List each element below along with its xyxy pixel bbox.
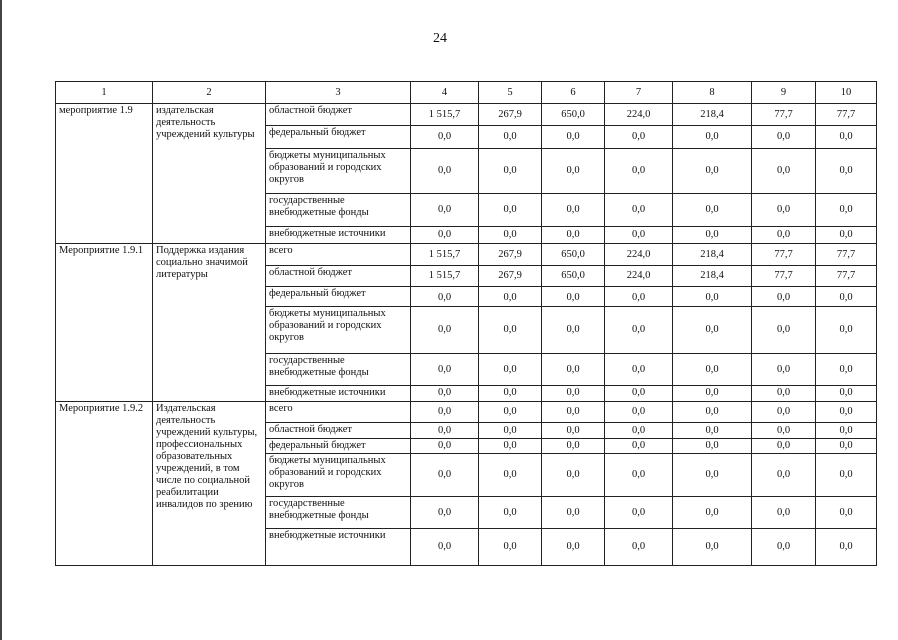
header-cell: 3 [266, 82, 411, 104]
event-description: Поддержка издания социально значимой литературы [153, 244, 266, 402]
amount-cell: 0,0 [673, 126, 752, 149]
amount-cell: 0,0 [479, 126, 542, 149]
amount-cell: 0,0 [605, 354, 673, 386]
funding-source: всего [266, 402, 411, 423]
amount-cell: 0,0 [479, 402, 542, 423]
amount-cell: 224,0 [605, 244, 673, 266]
amount-cell: 218,4 [673, 266, 752, 287]
amount-cell: 0,0 [411, 439, 479, 454]
amount-cell: 0,0 [752, 529, 816, 566]
amount-cell: 218,4 [673, 104, 752, 126]
funding-source: федеральный бюджет [266, 287, 411, 307]
funding-source: бюджеты муниципальных образований и городских округов [266, 149, 411, 194]
amount-cell: 224,0 [605, 266, 673, 287]
amount-cell: 0,0 [479, 149, 542, 194]
header-cell: 9 [752, 82, 816, 104]
amount-cell: 0,0 [752, 354, 816, 386]
amount-cell: 0,0 [605, 423, 673, 439]
amount-cell: 77,7 [816, 104, 877, 126]
funding-source: областной бюджет [266, 266, 411, 287]
table-row [56, 104, 877, 126]
amount-cell: 0,0 [411, 149, 479, 194]
amount-cell: 0,0 [479, 423, 542, 439]
funding-source: государственные внебюджетные фонды [266, 497, 411, 529]
amount-cell: 224,0 [605, 104, 673, 126]
amount-cell: 0,0 [542, 227, 605, 244]
amount-cell: 0,0 [673, 529, 752, 566]
amount-cell: 0,0 [673, 287, 752, 307]
table-row [56, 402, 877, 423]
amount-cell: 0,0 [816, 423, 877, 439]
amount-cell: 218,4 [673, 244, 752, 266]
amount-cell: 0,0 [816, 194, 877, 227]
amount-cell: 0,0 [673, 307, 752, 354]
funding-source: внебюджетные источники [266, 227, 411, 244]
header-row [56, 82, 877, 104]
amount-cell: 0,0 [411, 423, 479, 439]
amount-cell: 0,0 [752, 439, 816, 454]
amount-cell: 0,0 [752, 194, 816, 227]
header-cell: 4 [411, 82, 479, 104]
amount-cell: 0,0 [673, 454, 752, 497]
event-name: Мероприятие 1.9.1 [56, 244, 153, 402]
amount-cell: 0,0 [411, 227, 479, 244]
amount-cell: 0,0 [752, 454, 816, 497]
amount-cell: 0,0 [479, 454, 542, 497]
amount-cell: 0,0 [542, 529, 605, 566]
amount-cell: 0,0 [411, 497, 479, 529]
amount-cell: 0,0 [816, 287, 877, 307]
amount-cell: 0,0 [605, 402, 673, 423]
header-cell: 7 [605, 82, 673, 104]
amount-cell: 0,0 [542, 497, 605, 529]
amount-cell: 0,0 [411, 194, 479, 227]
table-body [56, 104, 877, 566]
header-cell: 8 [673, 82, 752, 104]
amount-cell: 0,0 [411, 529, 479, 566]
header-cell: 6 [542, 82, 605, 104]
header-cell: 1 [56, 82, 153, 104]
amount-cell: 0,0 [479, 287, 542, 307]
amount-cell: 0,0 [411, 307, 479, 354]
scan-edge-line [0, 0, 2, 640]
amount-cell: 0,0 [479, 307, 542, 354]
amount-cell: 0,0 [605, 194, 673, 227]
page-number: 24 [433, 31, 447, 46]
amount-cell: 0,0 [542, 423, 605, 439]
funding-source: бюджеты муниципальных образований и городских округов [266, 454, 411, 497]
amount-cell: 0,0 [479, 439, 542, 454]
funding-source: областной бюджет [266, 423, 411, 439]
amount-cell: 0,0 [479, 529, 542, 566]
amount-cell: 77,7 [752, 104, 816, 126]
amount-cell: 0,0 [816, 529, 877, 566]
amount-cell: 0,0 [411, 454, 479, 497]
amount-cell: 77,7 [752, 244, 816, 266]
amount-cell: 0,0 [605, 497, 673, 529]
amount-cell: 0,0 [605, 454, 673, 497]
event-description: Издательская деятельность учреждений культуры, профессиональных образовательных учреждений, в том числе по социальной реабилитации инвалидов по зрению [153, 402, 266, 566]
amount-cell: 0,0 [542, 386, 605, 402]
amount-cell: 77,7 [752, 266, 816, 287]
funding-source: государственные внебюджетные фонды [266, 194, 411, 227]
amount-cell: 0,0 [816, 126, 877, 149]
amount-cell: 0,0 [816, 227, 877, 244]
amount-cell: 0,0 [411, 402, 479, 423]
amount-cell: 0,0 [605, 149, 673, 194]
funding-source: всего [266, 244, 411, 266]
amount-cell: 0,0 [673, 386, 752, 402]
funding-source: бюджеты муниципальных образований и городских округов [266, 307, 411, 354]
amount-cell: 0,0 [752, 126, 816, 149]
amount-cell: 0,0 [752, 497, 816, 529]
funding-source: федеральный бюджет [266, 126, 411, 149]
event-name: Мероприятие 1.9.2 [56, 402, 153, 566]
amount-cell: 0,0 [479, 227, 542, 244]
amount-cell: 0,0 [479, 497, 542, 529]
amount-cell: 0,0 [752, 386, 816, 402]
amount-cell: 0,0 [542, 439, 605, 454]
amount-cell: 0,0 [816, 439, 877, 454]
table-row [56, 244, 877, 266]
amount-cell: 0,0 [542, 287, 605, 307]
amount-cell: 0,0 [542, 307, 605, 354]
amount-cell: 0,0 [673, 402, 752, 423]
header-cell: 10 [816, 82, 877, 104]
amount-cell: 1 515,7 [411, 244, 479, 266]
amount-cell: 0,0 [673, 227, 752, 244]
funding-source: областной бюджет [266, 104, 411, 126]
event-name: мероприятие 1.9 [56, 104, 153, 244]
amount-cell: 0,0 [542, 149, 605, 194]
header-cell: 5 [479, 82, 542, 104]
amount-cell: 0,0 [542, 454, 605, 497]
funding-source: государственные внебюджетные фонды [266, 354, 411, 386]
amount-cell: 0,0 [542, 194, 605, 227]
amount-cell: 0,0 [673, 149, 752, 194]
amount-cell: 0,0 [411, 354, 479, 386]
amount-cell: 0,0 [479, 354, 542, 386]
amount-cell: 0,0 [816, 454, 877, 497]
amount-cell: 0,0 [752, 287, 816, 307]
budget-table [55, 81, 877, 566]
amount-cell: 0,0 [542, 354, 605, 386]
amount-cell: 0,0 [673, 439, 752, 454]
funding-source: внебюджетные источники [266, 529, 411, 566]
amount-cell: 0,0 [605, 287, 673, 307]
amount-cell: 1 515,7 [411, 266, 479, 287]
amount-cell: 0,0 [542, 402, 605, 423]
amount-cell: 0,0 [752, 307, 816, 354]
amount-cell: 0,0 [542, 126, 605, 149]
amount-cell: 0,0 [605, 386, 673, 402]
amount-cell: 0,0 [673, 497, 752, 529]
amount-cell: 0,0 [673, 194, 752, 227]
amount-cell: 0,0 [752, 402, 816, 423]
amount-cell: 0,0 [411, 126, 479, 149]
amount-cell: 0,0 [816, 402, 877, 423]
amount-cell: 0,0 [816, 497, 877, 529]
amount-cell: 0,0 [816, 307, 877, 354]
event-description: издательская деятельность учреждений культуры [153, 104, 266, 244]
amount-cell: 0,0 [673, 354, 752, 386]
amount-cell: 0,0 [479, 386, 542, 402]
funding-source: федеральный бюджет [266, 439, 411, 454]
amount-cell: 267,9 [479, 266, 542, 287]
amount-cell: 267,9 [479, 104, 542, 126]
amount-cell: 0,0 [605, 126, 673, 149]
amount-cell: 0,0 [605, 529, 673, 566]
amount-cell: 0,0 [816, 149, 877, 194]
amount-cell: 0,0 [816, 354, 877, 386]
amount-cell: 77,7 [816, 266, 877, 287]
table-header [56, 82, 877, 104]
amount-cell: 77,7 [816, 244, 877, 266]
amount-cell: 0,0 [752, 227, 816, 244]
amount-cell: 0,0 [605, 439, 673, 454]
amount-cell: 0,0 [673, 423, 752, 439]
amount-cell: 0,0 [479, 194, 542, 227]
amount-cell: 0,0 [605, 307, 673, 354]
amount-cell: 650,0 [542, 244, 605, 266]
amount-cell: 1 515,7 [411, 104, 479, 126]
amount-cell: 0,0 [411, 386, 479, 402]
header-cell: 2 [153, 82, 266, 104]
funding-source: внебюджетные источники [266, 386, 411, 402]
amount-cell: 0,0 [816, 386, 877, 402]
amount-cell: 0,0 [752, 423, 816, 439]
amount-cell: 650,0 [542, 104, 605, 126]
amount-cell: 0,0 [411, 287, 479, 307]
amount-cell: 650,0 [542, 266, 605, 287]
amount-cell: 0,0 [605, 227, 673, 244]
amount-cell: 0,0 [752, 149, 816, 194]
amount-cell: 267,9 [479, 244, 542, 266]
